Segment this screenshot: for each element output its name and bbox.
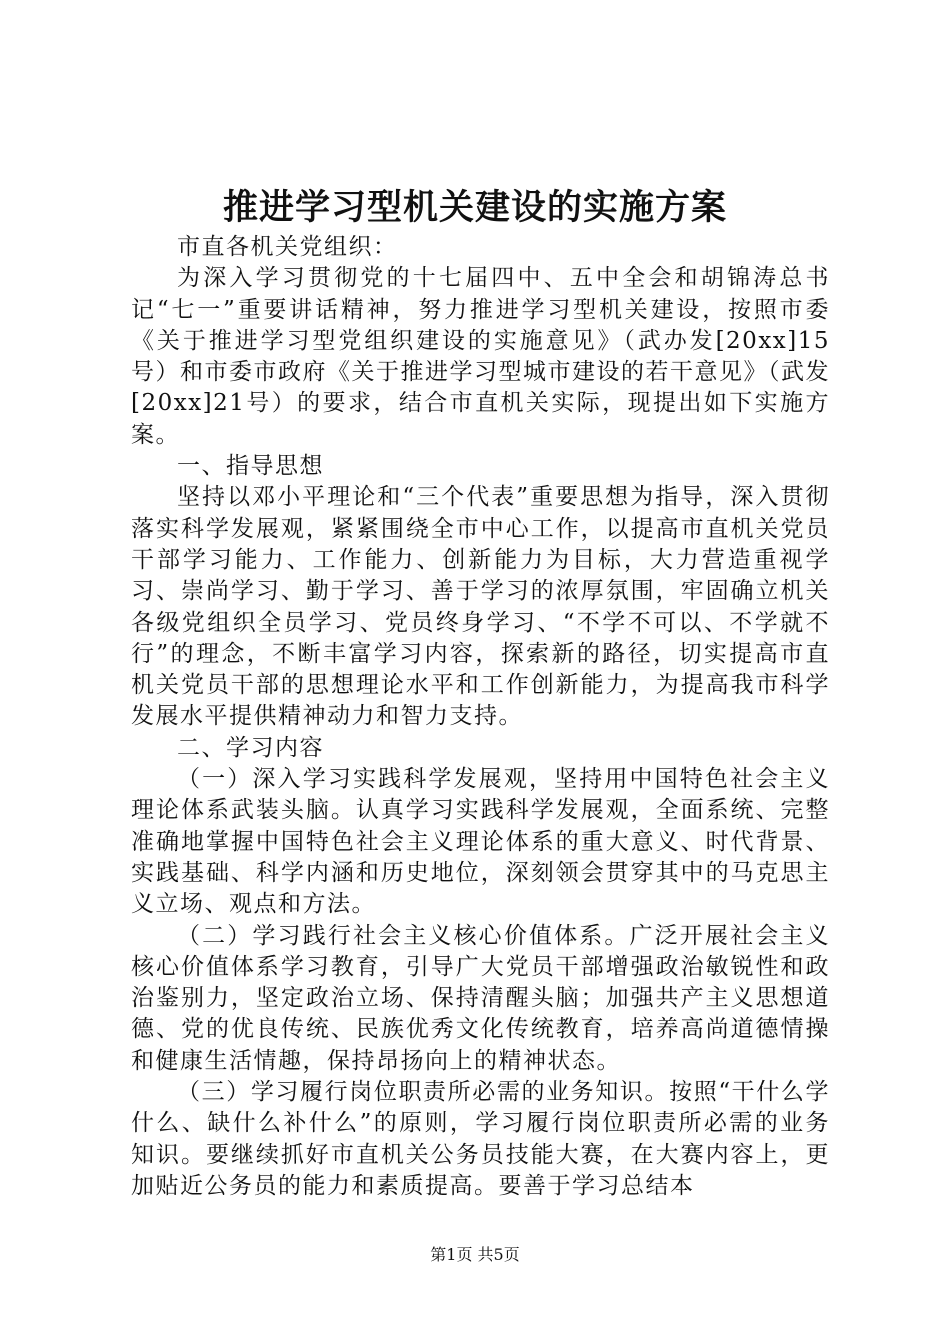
section-heading-learning-content: 二、学习内容	[177, 734, 324, 761]
learning-content-item-2: （二）学习践行社会主义核心价值体系。广泛开展社会主义核心价值体系学习教育，引导广大党员干部增强政治敏锐性和政治鉴别力，坚定政治立场、保持清醒头脑；加强共产主义思想道德、党的优良传统、民族优秀文化传统教育，培养高尚道德情操和健康生活情趣，保持昂扬向上的精神状态。	[131, 922, 830, 1074]
document-body	[131, 232, 830, 1202]
guiding-thought-paragraph: 坚持以邓小平理论和“三个代表”重要思想为指导，深入贯彻落实科学发展观，紧紧围绕全市中心工作，以提高市直机关党员干部学习能力、工作能力、创新能力为目标，大力营造重视学习、崇尚学习、勤于学习、善于学习的浓厚氛围，牢固确立机关各级党组织全员学习、党员终身学习、“不学不可以、不学就不行”的理念，不断丰富学习内容，探索新的路径，切实提高市直机关党员干部的思想理论水平和工作创新能力，为提高我市科学发展水平提供精神动力和智力支持。	[131, 484, 830, 730]
section-heading-guiding-thought: 一、指导思想	[177, 453, 324, 480]
salutation: 市直各机关党组织：	[177, 234, 398, 260]
learning-content-item-3: （三）学习履行岗位职责所必需的业务知识。按照“干什么学什么、缺什么补什么”的原则，学习履行岗位职责所必需的业务知识。要继续抓好市直机关公务员技能大赛，在大赛内容上，更加贴近公务员的能力和素质提高。要善于学习总结本	[131, 1079, 830, 1199]
page-indicator: 第1页 共5页	[430, 1245, 520, 1264]
intro-paragraph: 为深入学习贯彻党的十七届四中、五中全会和胡锦涛总书记“七一”重要讲话精神，努力推进学习型机关建设，按照市委《关于推进学习型党组织建设的实施意见》（武办发[20xx]15号）和市委市政府《关于推进学习型城市建设的若干意见》（武发[20xx]21号）的要求，结合市直机关实际，现提出如下实施方案。	[131, 265, 830, 448]
learning-content-item-1: （一）深入学习实践科学发展观，坚持用中国特色社会主义理论体系武装头脑。认真学习实践科学发展观，全面系统、完整准确地掌握中国特色社会主义理论体系的重大意义、时代背景、实践基础、科学内涵和历史地位，深刻领会贯穿其中的马克思主义立场、观点和方法。	[131, 766, 830, 918]
document-title: 推进学习型机关建设的实施方案	[222, 188, 727, 228]
